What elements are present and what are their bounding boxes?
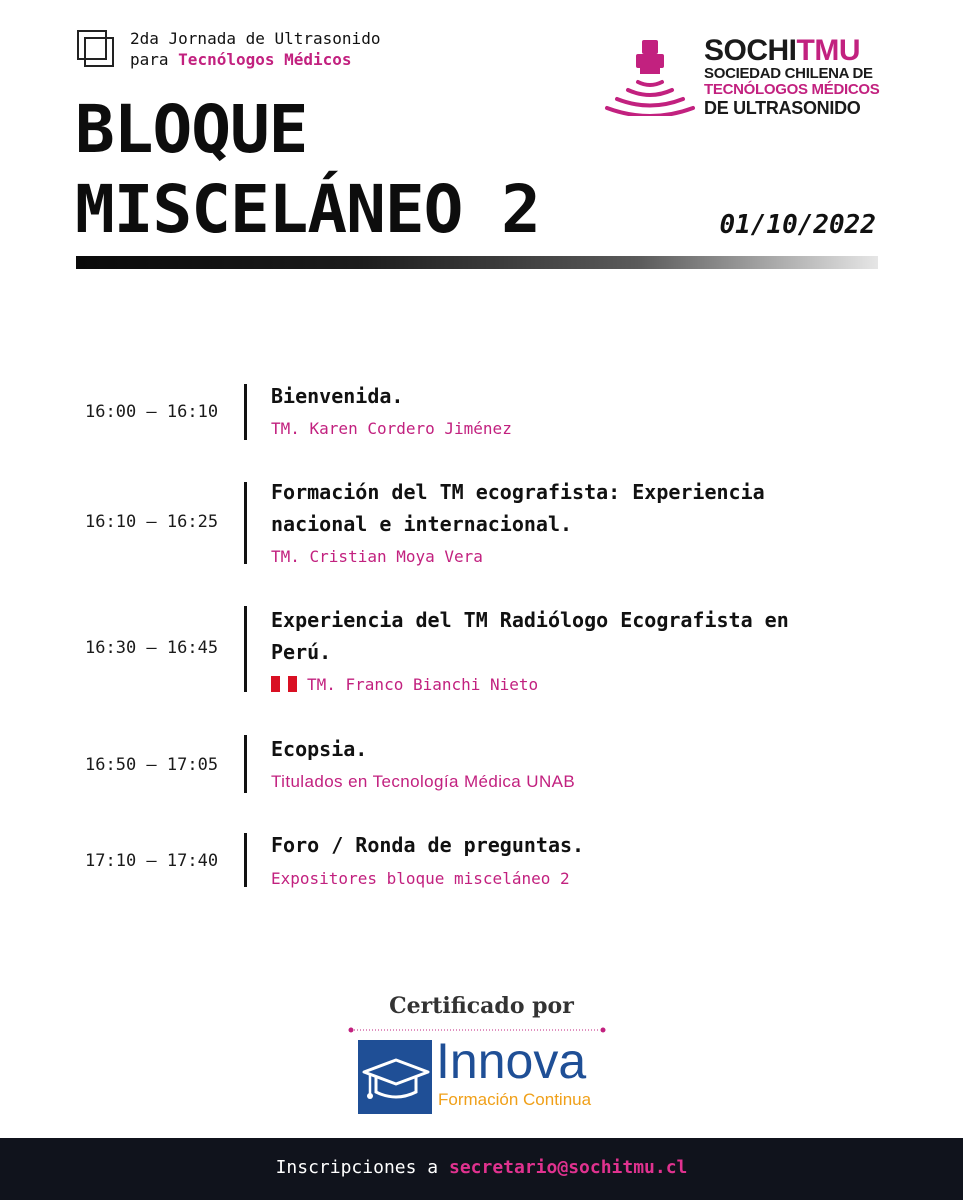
registration-footer <box>0 1138 963 1200</box>
event-audience: Tecnólogos Médicos <box>178 50 352 69</box>
title-line1: BLOQUE <box>75 91 308 168</box>
time-slot: 16:50 – 17:05 <box>85 755 219 775</box>
time-slot: 16:30 – 16:45 <box>85 638 219 658</box>
row-divider <box>244 833 247 887</box>
talk-title: Ecopsia. <box>271 737 368 761</box>
registration-email-link[interactable]: secretario@sochitmu.cl <box>448 1157 688 1178</box>
row-divider <box>244 735 247 793</box>
speaker-name: TM. Karen Cordero Jiménez <box>271 419 512 438</box>
talk-title: Experiencia del TM Radiólogo Ecografista en Perú. <box>271 608 789 664</box>
header-divider <box>76 256 878 269</box>
time-slot: 17:10 – 17:40 <box>85 851 219 871</box>
event-audience-prefix: para <box>130 50 169 69</box>
title-line2: MISCELÁNEO 2 <box>75 171 540 248</box>
speaker-name: TM. Franco Bianchi Nieto <box>307 675 539 694</box>
logo-brand <box>704 36 879 66</box>
time-slot: 16:00 – 16:10 <box>85 402 219 422</box>
sochitmu-logo <box>704 36 879 118</box>
logo-line1: SOCIEDAD CHILENA DE <box>704 65 873 82</box>
event-name-line1: 2da Jornada de Ultrasonido <box>130 29 381 48</box>
row-divider <box>244 606 247 692</box>
squares-icon <box>77 30 115 68</box>
talk-title: Bienvenida. <box>271 384 404 408</box>
graduation-cap-badge <box>358 1040 432 1114</box>
page-title <box>75 90 540 250</box>
certified-by-label: Certificado por <box>389 993 574 1019</box>
logo-brand-a: SOCHI <box>704 34 797 67</box>
speaker-name: Titulados en Tecnología Médica UNAB <box>271 772 576 791</box>
registration-label: Inscripciones a <box>275 1157 439 1178</box>
time-slot: 16:10 – 16:25 <box>85 512 219 532</box>
innova-logo <box>358 1033 608 1116</box>
innova-name: Innova <box>436 1033 587 1089</box>
graduation-cap-icon <box>358 1040 432 1114</box>
event-name-line2 <box>130 49 352 71</box>
talk-title: Foro / Ronda de preguntas. <box>271 833 585 857</box>
row-divider <box>244 482 247 564</box>
row-divider <box>244 384 247 440</box>
peru-flag-icon <box>271 676 297 692</box>
speaker-row <box>271 675 538 694</box>
talk-title: Formación del TM ecografista: Experiencia nacional e internacional. <box>271 480 765 536</box>
logo-brand-b: TMU <box>796 34 860 67</box>
event-date: 01/10/2022 <box>719 210 876 240</box>
speaker-name: Expositores bloque misceláneo 2 <box>271 869 570 888</box>
speaker-name: TM. Cristian Moya Vera <box>271 547 483 566</box>
logo-line3: DE ULTRASONIDO <box>704 98 861 118</box>
logo-line2: TECNÓLOGOS MÉDICOS <box>704 81 880 98</box>
innova-tagline: Formación Continua <box>438 1090 592 1109</box>
ultrasound-probe-icon <box>604 38 696 116</box>
